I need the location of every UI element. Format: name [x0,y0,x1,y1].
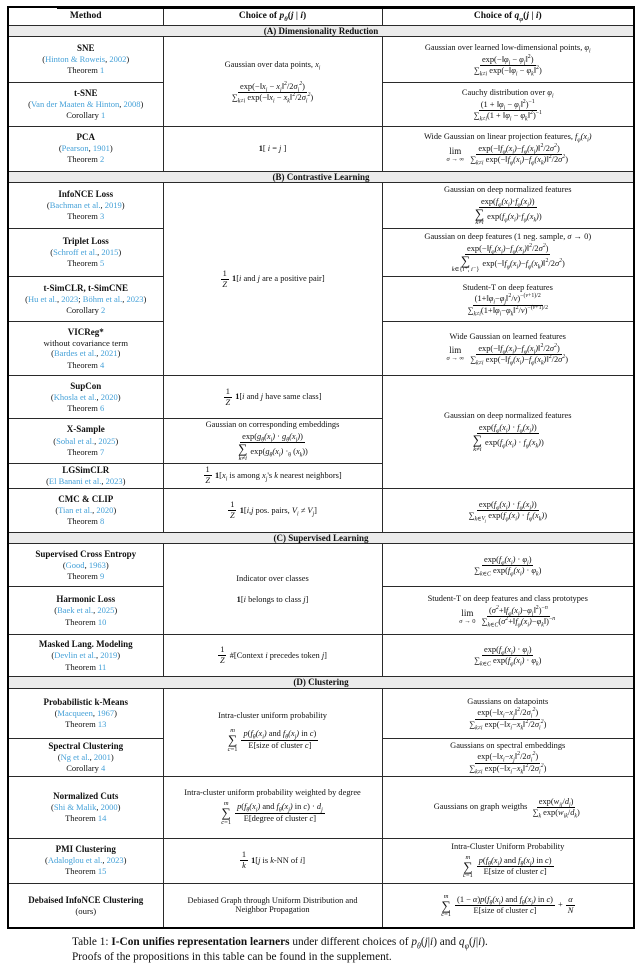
citation-link[interactable]: Hu et al. [28,293,58,304]
p-cell-cmc-clip [163,489,382,533]
header-method: Method [8,7,163,25]
caption-rest: under different choices of $p_\theta(j|i)$ and $q_\varphi(j|i)$. [292,936,488,951]
method-cell-sne [8,36,163,82]
q-cell-pmi [382,838,634,883]
p-cell-xsample [163,419,382,464]
citation-link[interactable]: 3 [100,211,105,222]
citation-link[interactable]: Shi & Malik [53,801,97,812]
method-theorem: Theorem 4 [67,359,105,370]
method-citation: (Van der Maaten & Hinton, 2008) [28,98,144,109]
q-cell-debiased [382,883,634,928]
p-cell-sne-tsne [163,36,382,126]
p-label: Intra-cluster uniform probability weighted by degree [184,788,361,798]
method-theorem: Theorem 3 [67,211,105,222]
citation-link[interactable]: 2001 [93,751,111,762]
citation-link[interactable]: 2 [100,304,106,315]
p-formula: m ∑ c=1 $\frac{p(f_\theta(x_i) and f_\theta(x_j) in c) \cdot d_j}{\text{E[degree of cluster c]}}$ [221,800,323,826]
citation-link[interactable]: 2008 [123,98,141,109]
method-name: Normalized Cuts [53,790,119,801]
caption-bold: I-Con unifies representation learners [111,936,290,949]
method-theorem: Theorem 15 [65,866,107,877]
p-formula: $\frac{1}{Z}$ $1[x_i$ is among $x_j's$ k nearest neighbors] [205,465,342,486]
citation-link[interactable]: 1901 [92,143,110,154]
method-theorem: Corollary 1 [66,109,106,120]
section-c-header: (C) Supervised Learning [8,533,634,544]
citation-link[interactable]: 4 [100,762,106,773]
q-formula: $\frac{\exp(f_\varphi(x_i) \cdot \varphi_j)}{\sum_{k\in C} \exp(f_\varphi(x_i) \cdot \varphi_k)}$ [474,554,542,578]
method-citation: (Bardes et al., 2021) [51,348,121,359]
q-formula: $\frac{\exp(f_\varphi(x_i) \cdot f_\varphi(x_j))}{\sum_{k\in V_j} \exp(f_\varphi(x_i) \cdot f_\varphi(x_k))}$ [468,499,547,524]
method-cell-harmonic [8,587,163,635]
q-label: Student-T on deep features [462,282,553,292]
method-subtitle: without covariance term [43,338,128,349]
method-citation: (Macqueen, 1967) [54,707,117,718]
citation-link[interactable]: 2023 [106,855,124,866]
q-label: Cauchy distribution over $\varphi_i$ [461,87,554,100]
citation-link[interactable]: 5 [100,258,105,269]
citation-link[interactable]: Bardes et al. [54,348,97,359]
method-citation: (Khosla et al., 2020) [50,391,121,402]
section-b-header: (B) Contrastive Learning [8,171,634,182]
citation-link[interactable]: Bachman et al. [49,200,101,211]
method-name: Harmonic Loss [56,594,116,605]
q-formula: $\exp(f_\varphi(x_i) \cdot f_\varphi(x_j))$ ∑ k≠i $\exp(f_\varphi(x_i) \cdot f_\varphi(x_k))$ [472,422,544,453]
method-theorem: Theorem 9 [67,571,105,582]
citation-link[interactable]: 2023 [105,476,123,486]
p-label: Indicator over classes [236,573,309,583]
method-name: t-SNE [73,87,98,98]
method-citation: (Hinton & Roweis, 2002) [42,53,130,64]
citation-link[interactable]: 1 [100,64,105,75]
q-label: Gaussians on spectral embeddings [450,740,566,750]
q-label: Wide Gaussian on linear projection features, $f_\varphi(x_i)$ [423,132,592,145]
p-formula: $\frac{1}{Z}$ #[Context i precedes token j] [220,645,327,666]
q-label: Gaussians on datapoints [467,696,549,706]
method-name: Debaised InfoNCE Clustering [28,894,144,905]
q-formula: $\frac{\exp(-‖\varphi_i - \varphi_j‖^2)}{\sum_{k\ne i} \exp(-‖\varphi_i - \varphi_k‖^2)}$ [473,53,542,78]
p-formula: $\frac{\exp(-‖x_i - x_j‖^2/2\sigma_i^2)}{\sum_{k\ne i} \exp(-‖x_i - x_k‖^2/2\sigma_i^2)}$ [231,80,314,105]
citation-link[interactable]: Good [65,559,85,570]
method-name: X-Sample [66,424,105,435]
citation-link[interactable]: 2 [100,154,105,165]
q-formula: lim σ → ∞ $\frac{\exp(-‖f_\varphi(x_i)-f_\varphi(x_j)‖^2/2\sigma^2)}{\sum_{k\ne i} \exp(-‖f_\varphi(x_i)-f_\varphi(x_k)‖^2/2\sigma^2)}$ [446,143,569,167]
method-theorem: Theorem 5 [67,258,105,269]
q-label: Gaussian on deep normalized features [444,411,572,421]
method-theorem: Theorem 11 [65,661,107,672]
method-theorem: Theorem 10 [65,616,107,627]
citation-link[interactable]: Ng et al. [60,751,90,762]
q-cell-tsne [382,82,634,126]
citation-link[interactable]: El Banani et al. [48,476,102,486]
q-formula: $\frac{(1+‖\varphi_i-\varphi_j‖^2/\nu)^{-(\nu+1)/2}}{\sum_{k\ne i}(1+‖\varphi_i-\varphi_k‖^2/\nu)^{-(\nu+1)/2}}$ [467,293,549,318]
citation-link[interactable]: 1963 [88,559,106,570]
method-cell-xsample [8,419,163,464]
caption-prefix: Table 1: [72,936,109,949]
p-cell-ncuts [163,776,382,838]
method-cell-pmi [8,838,163,883]
section-d-header: (D) Clustering [8,677,634,688]
method-name: Triplet Loss [62,236,109,247]
citation-link[interactable]: 2020 [100,391,118,402]
method-cell-pca [8,126,163,171]
p-cell-sce-harmonic [163,544,382,635]
method-citation: (Ng et al., 2001) [57,751,114,762]
method-name: PMI Clustering [55,844,116,855]
p-cell-pmi [163,838,382,883]
method-citation: (Pearson, 1901) [58,143,113,154]
method-cell-cmc-clip [8,489,163,533]
caption-line2: Proofs of the propositions in this table can be found in the supplement. [72,951,392,964]
p-formula: 1[i belongs to class j] [236,595,309,605]
p-label: Intra-cluster uniform probability [218,711,327,721]
p-cell-pca [163,126,382,171]
method-theorem: Theorem 6 [67,402,105,413]
citation-link[interactable]: 15 [97,866,107,877]
citation-link[interactable]: 2020 [96,505,114,516]
method-cell-mlm [8,635,163,677]
citation-link[interactable]: 14 [97,812,107,823]
q-label: Student-T on deep features and class prototypes [427,594,588,604]
method-cell-lgsimclr [8,463,163,488]
method-cell-debiased [8,883,163,928]
icon-unification-table [7,6,635,929]
q-formula: $\frac{\exp(f_\varphi(x_i) \cdot \varphi_j)}{\sum_{k\in C} \exp(f_\varphi(x_i) \cdot \varphi_k)}$ [474,645,542,669]
method-name: CMC & CLIP [58,493,114,504]
q-cell-spectral [382,738,634,776]
citation-link[interactable]: Sobal et al. [56,435,95,446]
q-cell-mlm [382,635,634,677]
method-cell-ncuts [8,776,163,838]
citation-link[interactable]: Böhm et al. [82,293,123,304]
citation-link[interactable]: 8 [100,516,105,527]
citation-link[interactable]: Van der Maaten & Hinton [30,98,120,109]
citation-link[interactable]: 10 [97,616,107,627]
q-cell-vicreg [382,322,634,376]
p-formula: $\frac{1}{Z}$ 1[i and j have same class] [225,386,322,407]
citation-link[interactable]: 2025 [97,605,115,616]
method-name: LGSimCLR [62,464,110,475]
method-cell-supcon [8,376,163,419]
q-cell-harmonic [382,587,634,635]
citation-link[interactable]: 6 [100,402,105,413]
method-name: VICReg* [67,326,104,337]
citation-link[interactable]: Khosla et al. [53,391,97,402]
q-formula: $\frac{(1 + ‖\varphi_i - \varphi_j‖^2)^{-1}}{\sum_{k\ne i}(1 + ‖\varphi_i - \varphi_k‖^2)^{-1}}$ [473,98,542,123]
method-citation: (Hu et al., 2023; Böhm et al., 2023) [25,293,147,304]
method-cell-spectral [8,738,163,776]
q-formula: lim σ → ∞ $\frac{\exp(-‖f_\varphi(x_i)-f_\varphi(x_j)‖^2/2\sigma^2)}{\sum_{k\ne i} \exp(-‖f_\varphi(x_i)-f_\varphi(x_k)‖^2/2\sigma^2)}$ [446,343,569,367]
method-cell-tsimclr [8,277,163,322]
method-citation: (Tian et al., 2020) [55,505,117,516]
citation-link[interactable]: 1967 [97,707,115,718]
q-cell-ncuts [382,776,634,838]
p-cell-supcon [163,376,382,419]
citation-link[interactable]: 11 [98,661,107,672]
q-formula: $\frac{\exp(-‖x_i-x_j‖^2/2\sigma_i^2)}{\sum_{k\ne i} \exp(-‖x_i-x_k‖^2/2\sigma_i^2)}$ [469,751,547,776]
q-formula: lim σ → 0 $\frac{(\sigma^2+‖f_\varphi(x_i)-\varphi_j‖^2)^{-n}}{\sum_{k\in C}(\sigma^2+‖f_\varphi(x_i)-\varphi_k‖)^{-n}}$ [459,605,556,629]
q-cell-sce [382,544,634,587]
method-name: Supervised Cross Entropy [35,548,137,559]
q-cell-tsimclr [382,277,634,322]
method-cell-triplet [8,229,163,277]
p-formula: $\exp(g_\theta(x_i) \cdot g_\theta(x_j))$ ∑ k≠i $\exp(g_\theta(x_i) \cdot_\theta$ $(x_k)$) [238,431,308,462]
p-formula: $\frac{1}{Z}$ 1[i and j are a positive pair] [222,268,325,289]
citation-link[interactable]: Adaloglou et al. [47,855,103,866]
citation-link[interactable]: Hinton & Roweis [45,53,106,64]
citation-link[interactable]: 7 [100,446,105,457]
citation-link[interactable]: 9 [100,571,105,582]
p-label: Debiased Graph through Uniform Distribution and Neighbor Propagation [187,895,358,915]
method-name: InfoNCE Loss [58,189,114,200]
p-formula: $\frac{1}{k}$ 1[j is k-NN of i] [241,850,306,871]
method-name: PCA [76,132,95,143]
p-cell-lgsimclr [163,463,382,488]
citation-link[interactable]: 2019 [100,650,118,661]
p-cell-debiased [163,883,382,928]
q-label: Intra-Cluster Uniform Probability [451,841,565,851]
header-p-choice: Choice of $p_\theta(j$ | i) [163,7,382,25]
citation-link[interactable]: 2023 [61,293,79,304]
method-cell-sce [8,544,163,587]
citation-link[interactable]: 4 [100,359,105,370]
p-formula: m ∑ c=1 $\frac{p(f_\theta(x_i) and f_\theta(x_j) in c)}{\text{E[size of cluster c]}}$ [227,727,317,753]
method-citation: (Devlin et al., 2019) [51,650,121,661]
method-theorem: Theorem 2 [67,154,105,165]
q-cell-pca [382,126,634,171]
citation-link[interactable]: 2021 [100,348,118,359]
method-cell-vicreg [8,322,163,376]
p-label: Gaussian over data points, $x_i$ [224,59,321,72]
q-cell-infonce [382,183,634,229]
q-cell-sne [382,36,634,82]
header-q-choice: Choice of $q_\varphi(j$ | i) [382,7,634,25]
method-citation: (Good, 1963) [62,559,109,570]
method-citation: (Bachman et al., 2019) [46,200,125,211]
method-name: Masked Lang. Modeling [38,639,133,650]
method-name: Probabilistic k-Means [43,696,129,707]
q-label: Wide Gaussian on learned features [449,332,566,342]
method-theorem: Theorem 13 [65,718,107,729]
citation-link[interactable]: Baek et al. [57,605,94,616]
method-cell-tsne [8,82,163,126]
citation-link[interactable]: Schroff et al. [53,247,98,258]
page-top-rule [57,6,633,9]
q-label: Gaussian on deep features (1 neg. sample, σ → 0) [424,231,592,241]
citation-link[interactable]: 13 [97,718,107,729]
citation-link[interactable]: Tian et al. [58,505,93,516]
method-subtitle: (ours) [75,905,97,916]
p-cell-mlm [163,635,382,677]
q-label: Gaussian on deep normalized features [444,184,572,194]
p-cell-kmeans-spectral [163,688,382,776]
citation-link[interactable]: 2000 [100,801,118,812]
method-theorem: Corollary 2 [66,304,106,315]
q-cell-supcon-shared [382,376,634,489]
citation-link[interactable]: Pearson [61,143,89,154]
method-name: t-SimCLR, t-SimCNE [43,282,128,293]
citation-link[interactable]: Macqueen [57,707,93,718]
method-citation: (Baek et al., 2025) [54,605,118,616]
method-citation: (Schroff et al., 2015) [50,247,122,258]
method-name: Spectral Clustering [48,740,124,751]
q-formula: m ∑ c=1 $\frac{(1 - \alpha)p(f_\theta(x_i) and f_\theta(x_j) in c)}{\text{E[size of cluster c]}}$ + $\frac{\alpha}{N}$ [441,892,574,919]
q-formula: $\exp(-‖f_\varphi(x_i)-f_\varphi(x_j)‖^2/2\sigma^2)$ ∑ k∈{i⁺, i⁻} $\exp(-‖f_\varphi(x_i)-f_\varphi(x_k)‖^2/2\sigma^2)$ [451,242,565,274]
method-theorem: Theorem 8 [67,516,105,527]
method-theorem: Corollary 4 [66,762,106,773]
method-name: SNE [76,42,95,53]
citation-link[interactable]: 2002 [109,53,127,64]
table-caption [72,935,596,966]
p-formula: 1[ i = j ] [258,143,287,153]
method-citation: (Adaloglou et al., 2023) [45,855,127,866]
q-cell-triplet [382,229,634,277]
citation-link[interactable]: 1 [100,109,106,120]
q-cell-kmeans [382,688,634,738]
citation-link[interactable]: 2023 [126,293,144,304]
header-row [8,7,634,25]
method-citation: (Shi & Malik, 2000) [51,801,121,812]
q-formula: $\frac{\exp(-‖x_i-x_j‖^2/2\sigma_i^2)}{\sum_{k\ne i} \exp(-‖x_i-x_k‖^2/2\sigma_i^2)}$ [469,707,547,732]
p-formula: $\frac{1}{Z}$ 1[i,j pos. pairs, $V_i \ne V_j$] [230,499,317,521]
method-theorem: Theorem 1 [67,64,105,75]
p-cell-contrastive-shared [163,183,382,376]
citation-link[interactable]: Devlin et al. [54,650,97,661]
q-formula: $\exp(f_\varphi(x_i)\cdot f_\varphi(x_j))$ ∑ k≠i $\exp(f_\varphi(x_i)\cdot f_\varphi(x_k))$ [474,196,542,227]
q-formula: m ∑ c=1 $\frac{p(f_\theta(x_i) and f_\theta(x_j) in c)}{\text{E[size of cluster c]}}$ [462,853,552,880]
section-a-header: (A) Dimensionality Reduction [8,25,634,36]
q-label: Gaussian over learned low-dimensional points, $\varphi_i$ [424,42,591,55]
citation-link[interactable]: 2015 [101,247,119,258]
method-citation: (Sobal et al., 2025) [53,435,119,446]
method-name: SupCon [70,380,102,391]
method-cell-kmeans [8,688,163,738]
citation-link[interactable]: 2019 [104,200,122,211]
q-cell-cmc-clip [382,489,634,533]
p-label: Gaussian on corresponding embeddings [205,420,340,430]
method-theorem: Theorem 14 [65,812,107,823]
q-formula: Gaussians on graph weigths $\frac{\exp(w_{ij}/d_j)}{\sum_k \exp(w_{ik}/d_k)}$ [433,796,580,820]
method-citation: (El Banani et al., 2023) [46,476,126,486]
method-theorem: Theorem 7 [67,446,105,457]
citation-link[interactable]: 2025 [98,435,116,446]
method-cell-infonce [8,183,163,229]
